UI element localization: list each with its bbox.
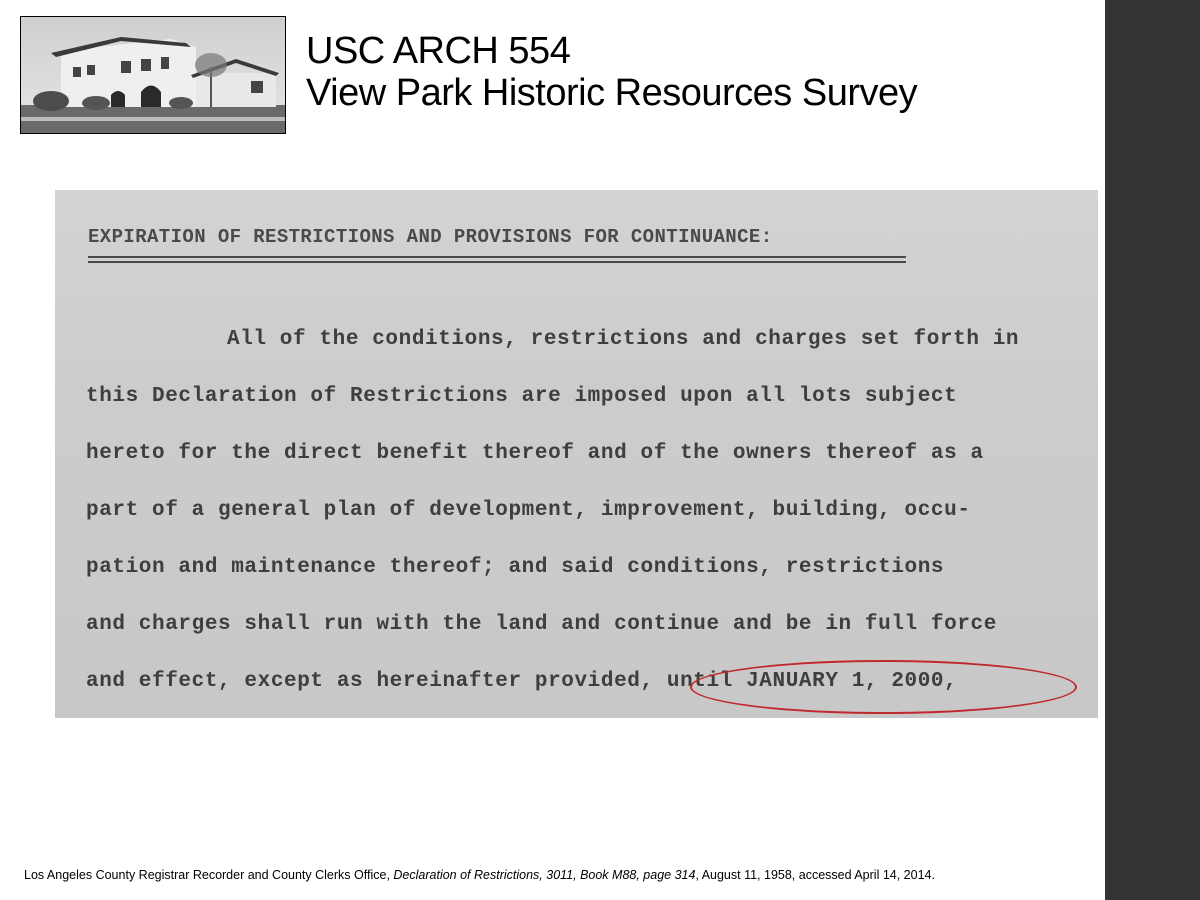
document-heading: EXPIRATION OF RESTRICTIONS AND PROVISIONS FOR CONTINUANCE:: [88, 226, 773, 248]
heading-underline-double: [88, 261, 906, 263]
document-line-7: and effect, except as hereinafter provided, until JANUARY 1, 2000,: [86, 670, 958, 693]
document-scan: [55, 190, 1098, 718]
document-line-1: All of the conditions, restrictions and charges set forth in: [227, 328, 1020, 351]
survey-title: View Park Historic Resources Survey: [306, 72, 918, 114]
highlight-circle: [690, 660, 1077, 714]
document-line-3: hereto for the direct benefit thereof and of the owners thereof as a: [86, 442, 984, 465]
document-line-5: pation and maintenance thereof; and said conditions, restrictions: [86, 556, 945, 579]
heading-underline: [88, 256, 906, 258]
citation-title: Declaration of Restrictions, 3011, Book M88, page 314: [393, 868, 696, 882]
right-sidebar-bar: [1105, 0, 1200, 900]
house-photo-thumbnail: [20, 16, 286, 134]
course-title: USC ARCH 554: [306, 30, 571, 72]
citation-date: , August 11, 1958, accessed April 14, 2014.: [695, 868, 935, 882]
document-line-6: and charges shall run with the land and continue and be in full force: [86, 613, 997, 636]
page-title: [306, 30, 917, 114]
document-line-4: part of a general plan of development, improvement, building, occu-: [86, 499, 971, 522]
citation-text: Los Angeles County Registrar Recorder and County Clerks Office,: [24, 868, 394, 882]
document-line-2: this Declaration of Restrictions are imposed upon all lots subject: [86, 385, 958, 408]
source-citation: [24, 868, 935, 882]
